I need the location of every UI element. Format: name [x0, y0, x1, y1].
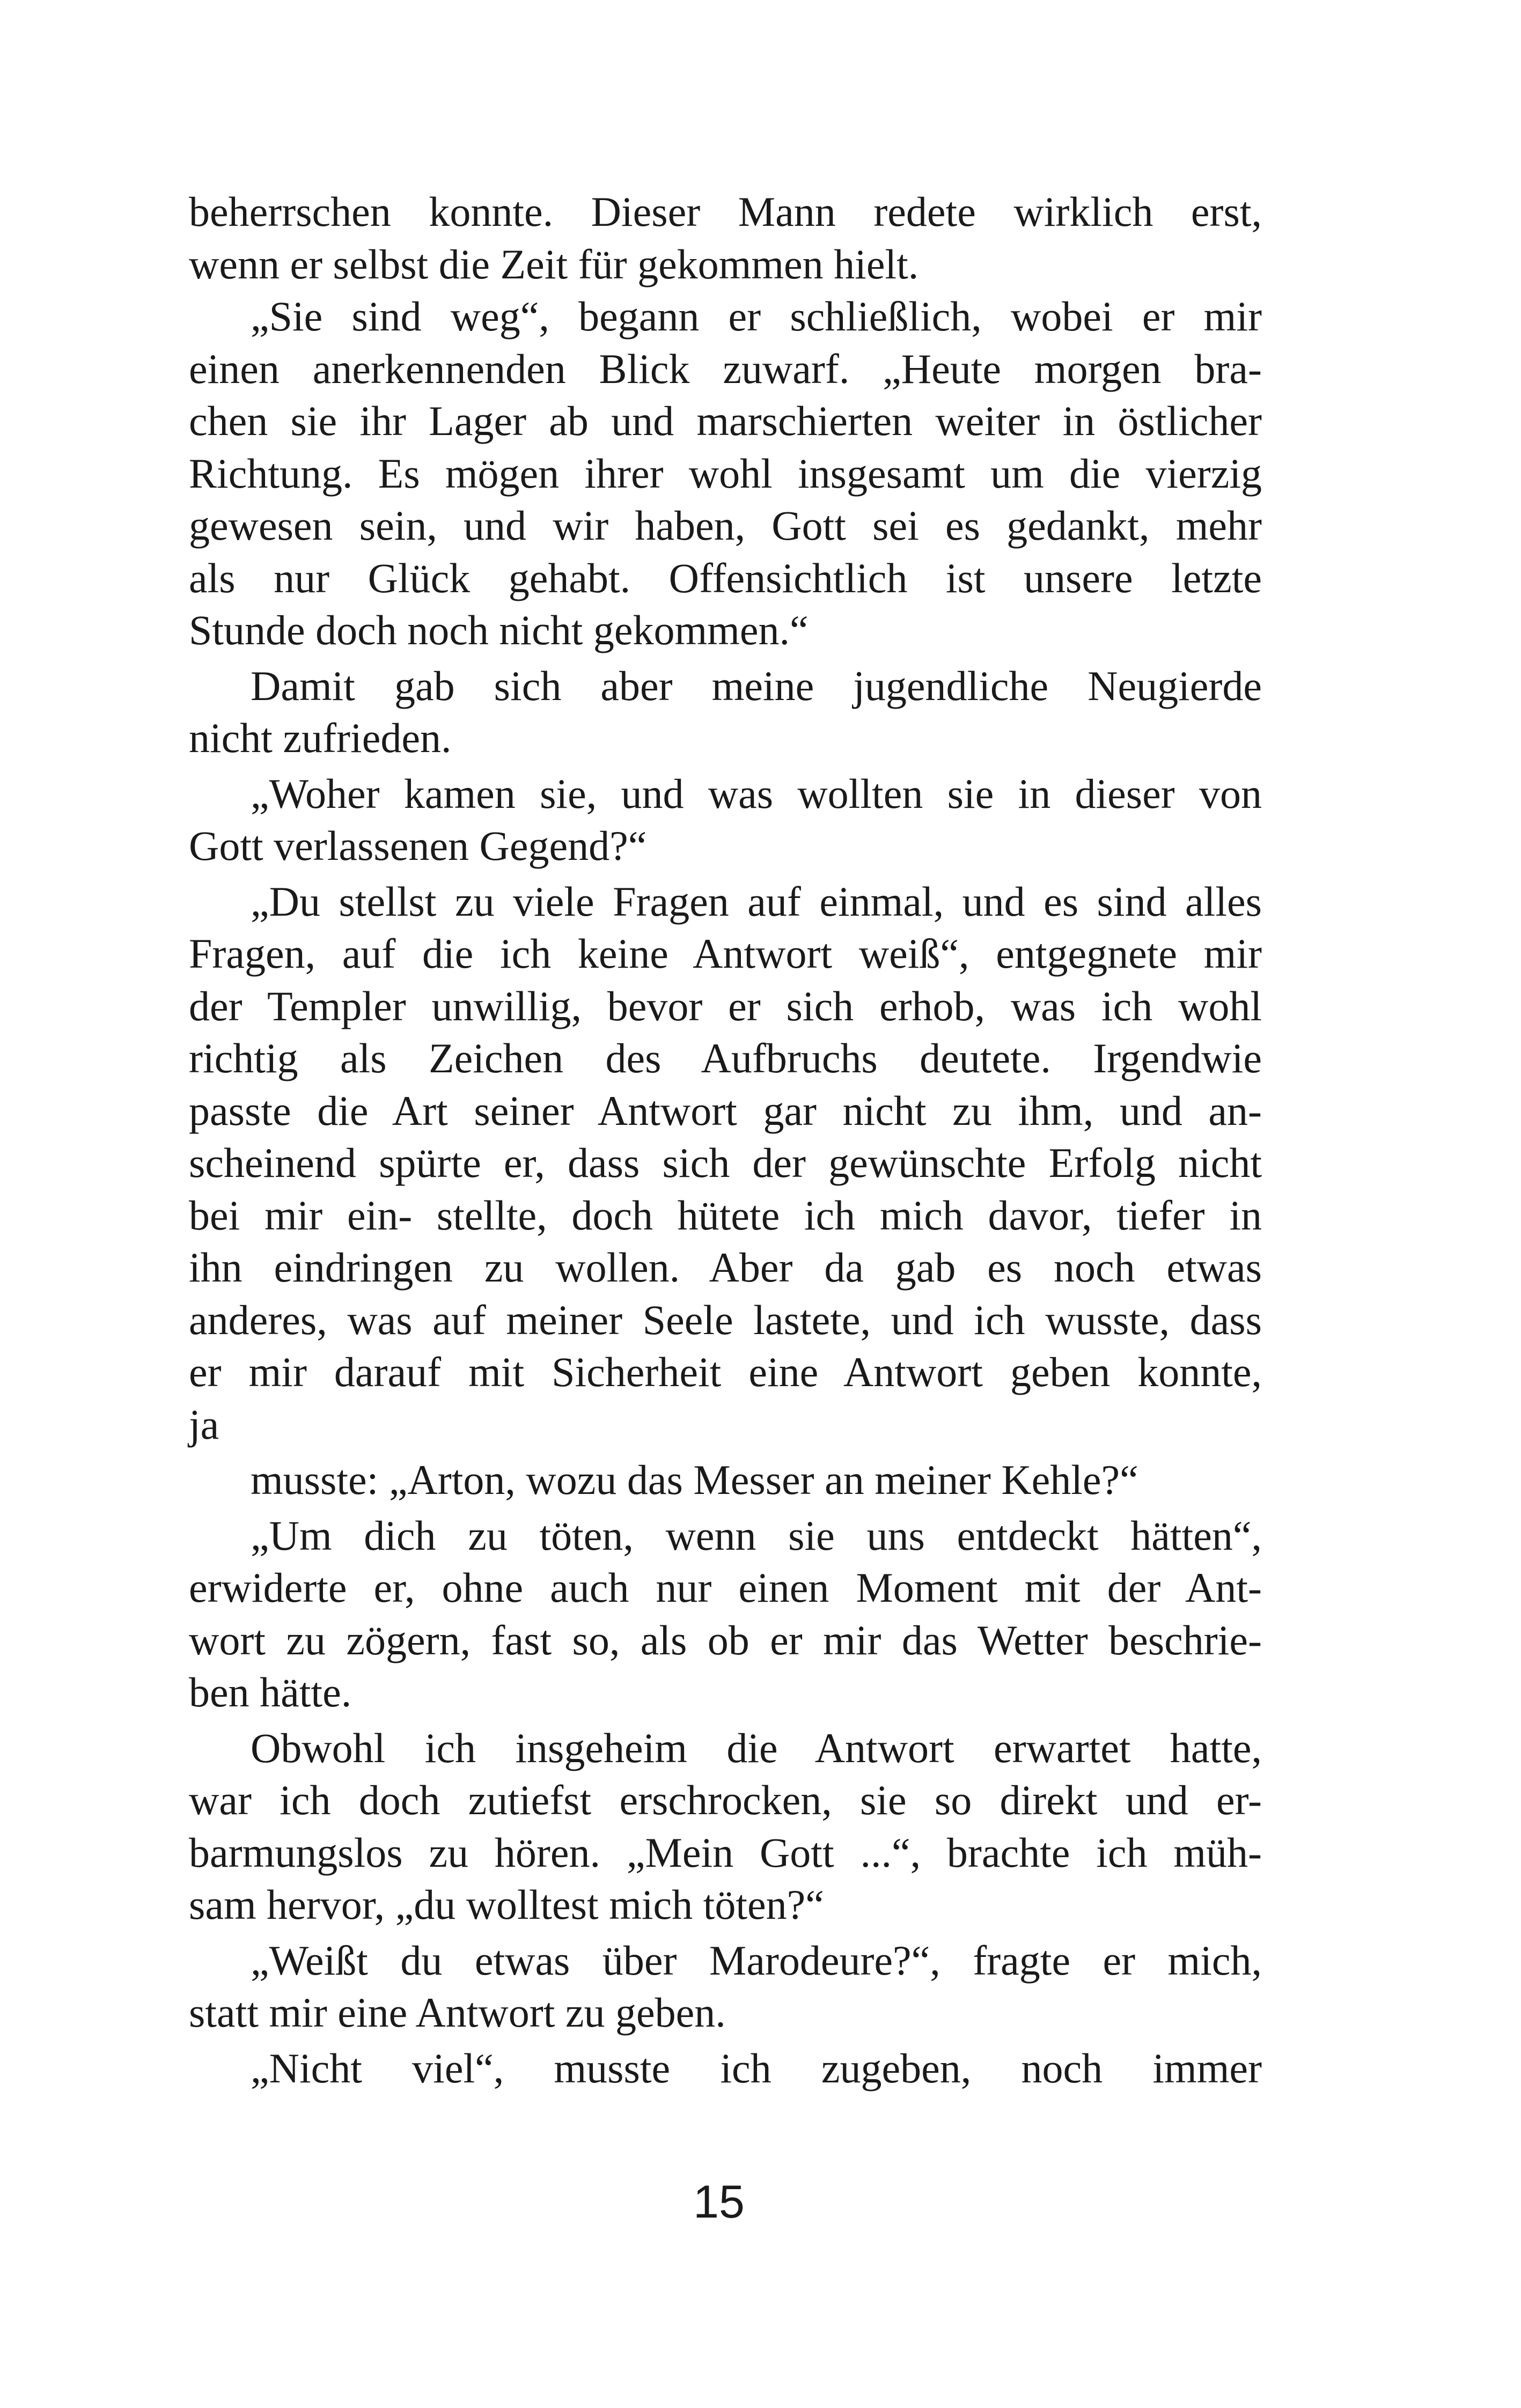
text-line: Stunde doch noch nicht gekommen.“ — [189, 607, 809, 653]
text-line: passte die Art seiner Antwort gar nicht zu ihm, und an- — [189, 1087, 1262, 1134]
text-line: nicht zufrieden. — [189, 715, 452, 761]
text-line: bei mir ein- stellte, doch hütete ich mich davor, tiefer in — [189, 1191, 1262, 1239]
text-line: wenn er selbst die Zeit für gekommen hielt. — [189, 240, 919, 288]
text-line: musste: „Arton, wozu das Messer an meiner Kehle?“ — [251, 1456, 1138, 1503]
text-line: barmungslos zu hören. „Mein Gott ...“, brachte ich müh- — [189, 1829, 1262, 1876]
text-line: er mir darauf mit Sicherheit eine Antwort geben konnte, — [189, 1349, 1262, 1395]
text-line: „Woher kamen sie, und was wollten sie in dieser von — [251, 770, 1262, 817]
text-line: „Nicht viel“, musste ich zugeben, noch immer — [251, 2044, 1262, 2092]
text-line: erwiderte er, ohne auch nur einen Moment mit der Ant- — [189, 1564, 1262, 1611]
text-line: anderes, was auf meiner Seele lastete, und ich wusste, dass — [189, 1296, 1262, 1343]
text-line: Fragen, auf die ich keine Antwort weiß“, entgegnete mir — [189, 930, 1262, 977]
text-line: als nur Glück gehabt. Offensichtlich ist unsere letzte — [189, 554, 1262, 601]
text-line: „Sie sind weg“, begann er schließlich, wobei er mir — [251, 293, 1262, 340]
text-line: ben hätte. — [189, 1669, 352, 1715]
text-line: scheinend spürte er, dass sich der gewünschte Erfolg nicht — [189, 1139, 1262, 1186]
text-line: ja — [189, 1401, 219, 1448]
text-line: statt mir eine Antwort zu geben. — [189, 1989, 726, 2036]
text-line: Gott verlassenen Gegend?“ — [189, 822, 647, 869]
text-line: „Um dich zu töten, wenn sie uns entdeckt hätten“, — [251, 1512, 1262, 1559]
text-line: ihn eindringen zu wollen. Aber da gab es noch etwas — [189, 1244, 1262, 1291]
text-line: gewesen sein, und wir haben, Gott sei es gedankt, mehr — [189, 502, 1262, 549]
text-line: richtig als Zeichen des Aufbruchs deutete. Irgendwie — [189, 1035, 1262, 1081]
body-text — [189, 186, 1262, 2094]
text-line: „Weißt du etwas über Marodeure?“, fragte er mich, — [251, 1936, 1262, 1984]
text-line: sam hervor, „du wolltest mich töten?“ — [189, 1881, 824, 1928]
text-line: beherrschen konnte. Dieser Mann redete wirklich erst, — [189, 188, 1262, 235]
text-line: wort zu zögern, fast so, als ob er mir das Wetter beschrie- — [189, 1616, 1262, 1663]
text-line: Richtung. Es mögen ihrer wohl insgesamt um die vierzig — [189, 450, 1262, 497]
page-number: 15 — [693, 2176, 745, 2228]
text-line: war ich doch zutiefst erschrocken, sie so direkt und er- — [189, 1777, 1262, 1823]
text-line: „Du stellst zu viele Fragen auf einmal, und es sind alles — [251, 878, 1262, 925]
text-line: Obwohl ich insgeheim die Antwort erwartet hatte, — [251, 1724, 1262, 1771]
text-line: Damit gab sich aber meine jugendliche Neugierde — [251, 662, 1262, 709]
text-line: der Templer unwillig, bevor er sich erhob, was ich wohl — [189, 982, 1262, 1029]
text-line: chen sie ihr Lager ab und marschierten weiter in östlicher — [189, 397, 1262, 444]
text-line: einen anerkennenden Blick zuwarf. „Heute morgen bra- — [189, 345, 1262, 392]
